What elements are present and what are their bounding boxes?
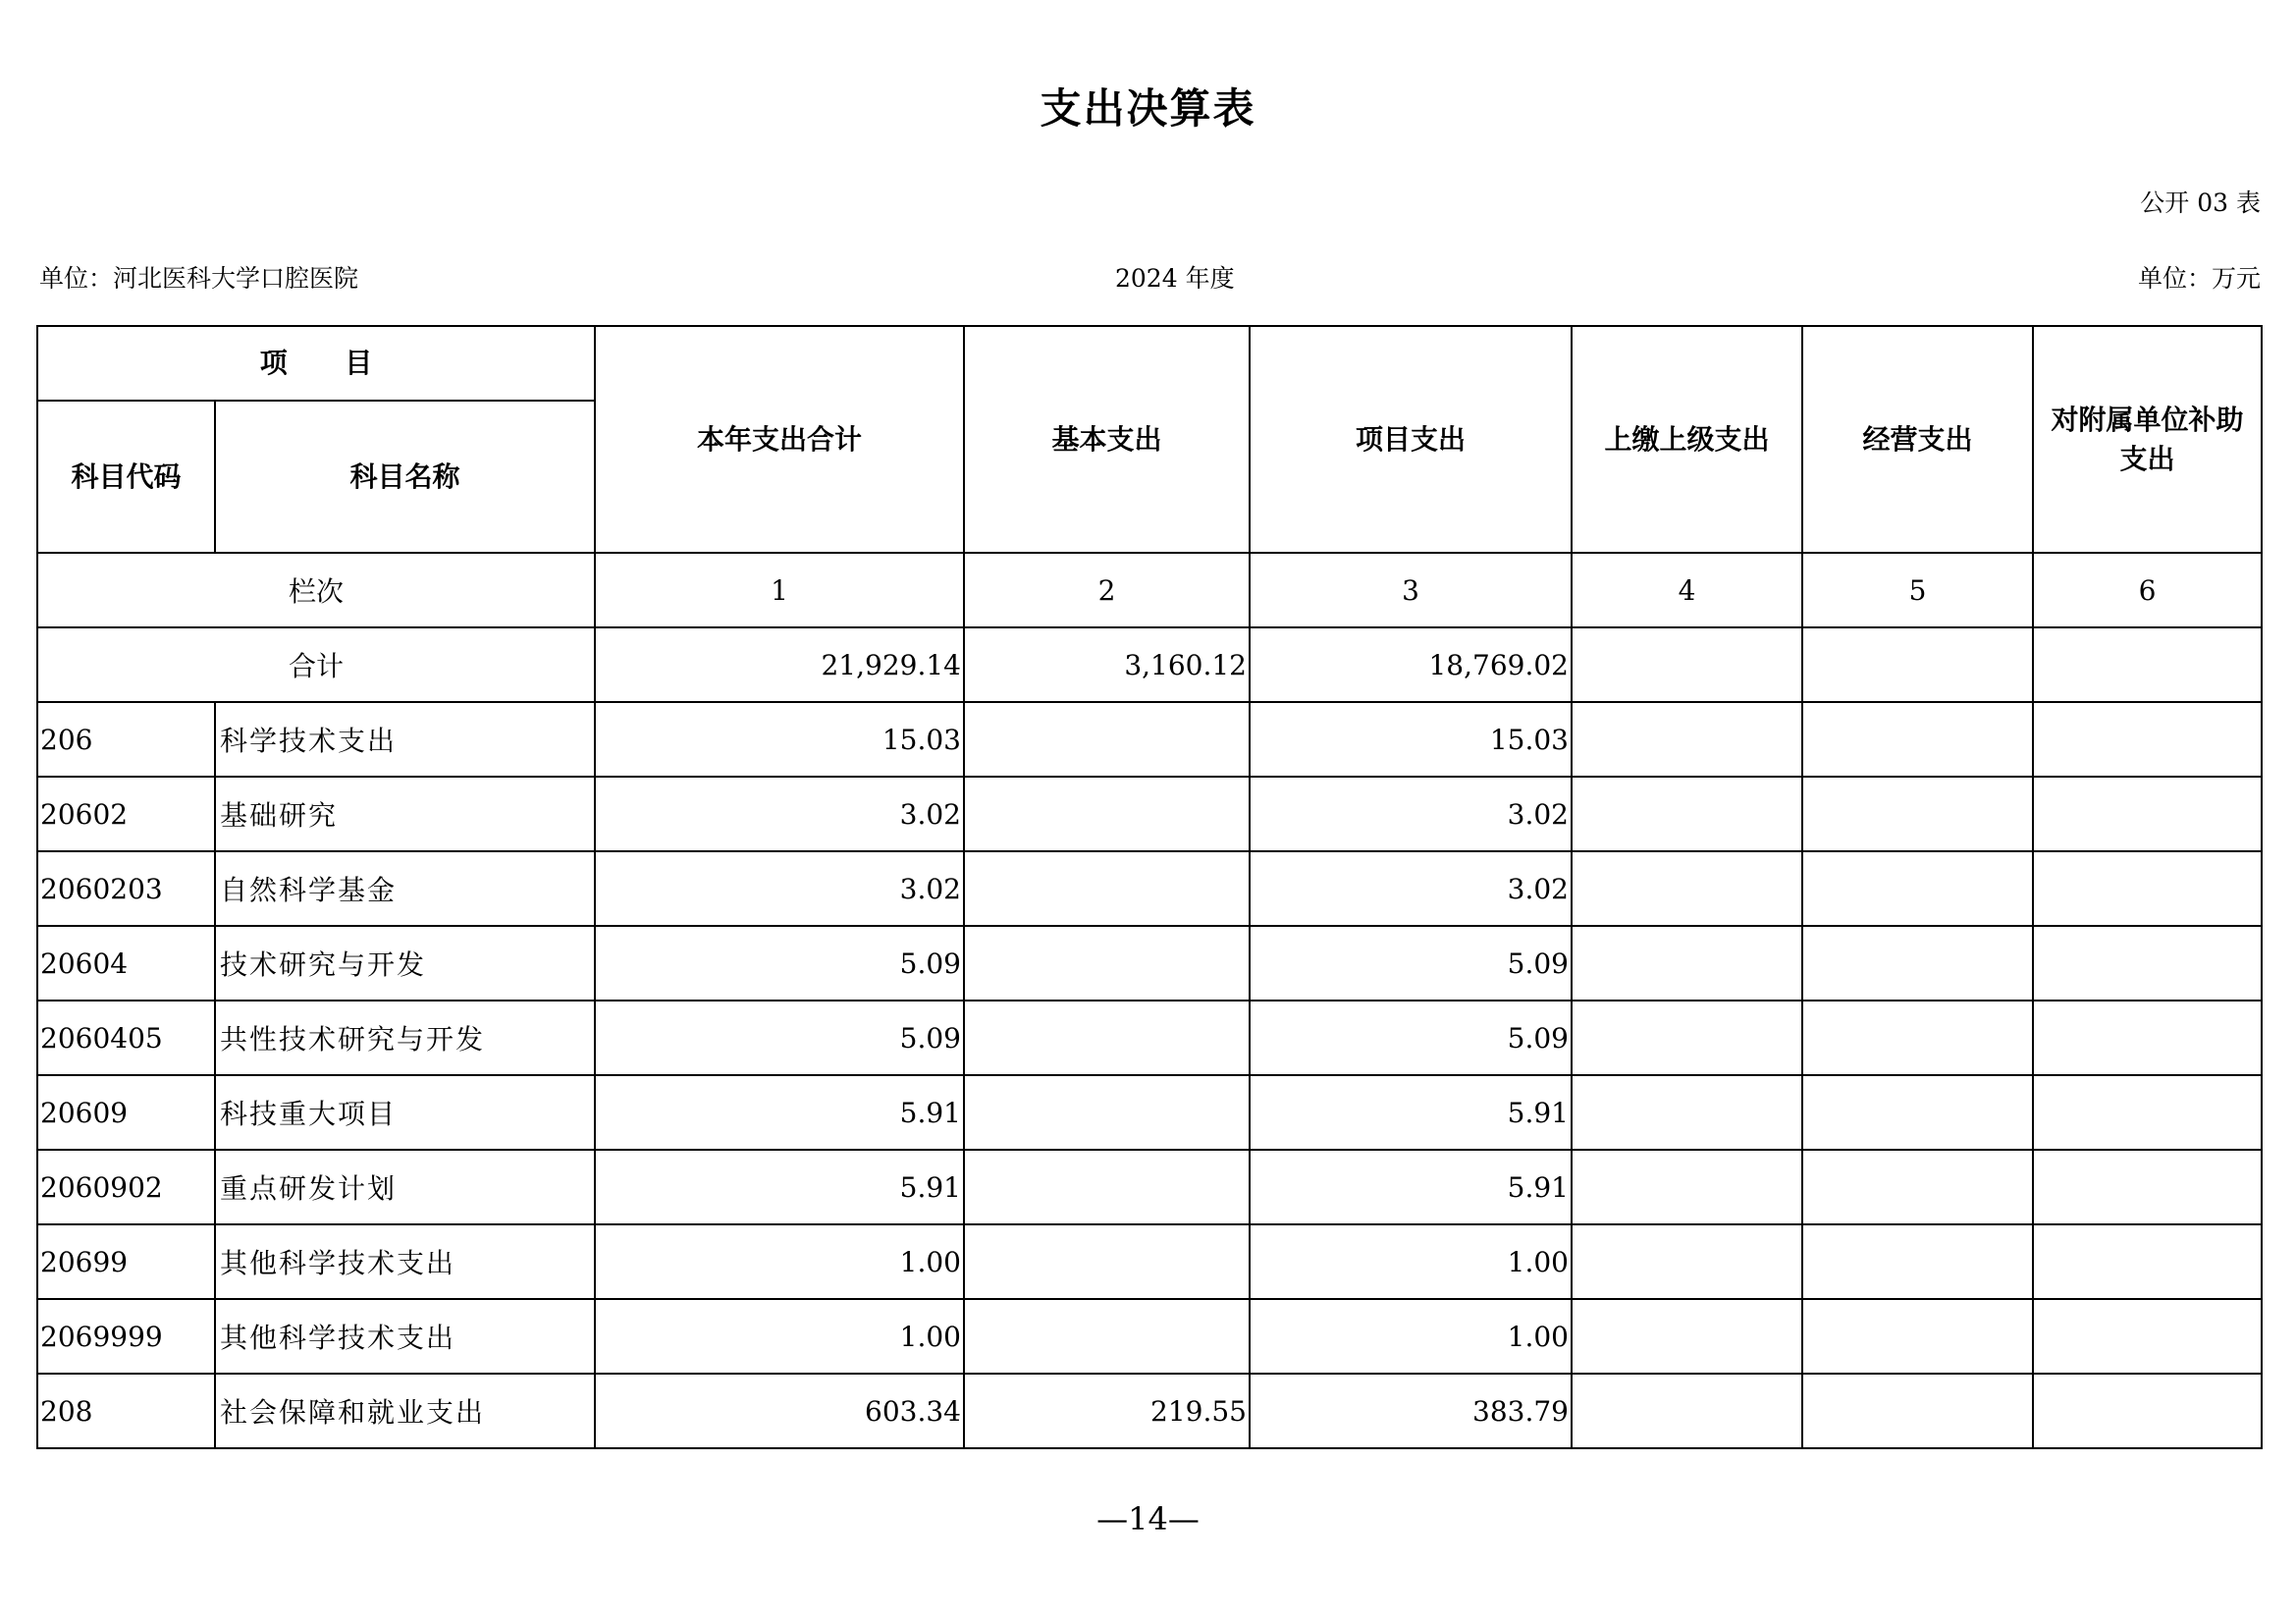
amount-project: 383.79 xyxy=(1250,1374,1572,1448)
form-number: 公开 03 表 xyxy=(2140,189,2261,217)
subject-name: 科技重大项目 xyxy=(215,1075,595,1150)
column-index: 5 xyxy=(1802,553,2033,627)
subject-code: 2060405 xyxy=(37,1001,215,1075)
table-row xyxy=(37,1075,2262,1150)
amount-business xyxy=(1802,851,2033,926)
amount-total: 5.09 xyxy=(595,926,964,1001)
column-index-row xyxy=(37,553,2262,627)
subject-name: 科学技术支出 xyxy=(215,702,595,777)
amount-basic xyxy=(964,851,1250,926)
organization-unit: 单位：河北医科大学口腔医院 xyxy=(39,264,359,293)
amount-business xyxy=(1802,926,2033,1001)
amount-subsidy xyxy=(2033,851,2262,926)
amount-business xyxy=(1802,1224,2033,1299)
page-title: 支出决算表 xyxy=(1040,84,1256,133)
column-index-label: 栏次 xyxy=(37,553,595,627)
amount-subsidy xyxy=(2033,1075,2262,1150)
subject-name: 社会保障和就业支出 xyxy=(215,1374,595,1448)
amount-basic: 219.55 xyxy=(964,1374,1250,1448)
amount-total: 3.02 xyxy=(595,777,964,851)
total-business xyxy=(1802,627,2033,702)
amount-project: 5.09 xyxy=(1250,1001,1572,1075)
subject-name: 其他科学技术支出 xyxy=(215,1224,595,1299)
amount-business xyxy=(1802,1150,2033,1224)
amount-upper xyxy=(1572,1075,1802,1150)
amount-business xyxy=(1802,1299,2033,1374)
header-item: 项 目 xyxy=(37,326,595,401)
subject-code: 20699 xyxy=(37,1224,215,1299)
amount-total: 603.34 xyxy=(595,1374,964,1448)
table-row xyxy=(37,926,2262,1001)
amount-project: 1.00 xyxy=(1250,1224,1572,1299)
subject-code: 20602 xyxy=(37,777,215,851)
table-row xyxy=(37,1299,2262,1374)
header-project: 项目支出 xyxy=(1250,326,1572,553)
total-label: 合计 xyxy=(37,627,595,702)
amount-business xyxy=(1802,1001,2033,1075)
amount-project: 1.00 xyxy=(1250,1299,1572,1374)
header-code: 科目代码 xyxy=(37,401,215,553)
table-row xyxy=(37,777,2262,851)
header-basic: 基本支出 xyxy=(964,326,1250,553)
amount-upper xyxy=(1572,851,1802,926)
page-number: —14— xyxy=(1096,1500,1200,1538)
total-upper xyxy=(1572,627,1802,702)
header-total: 本年支出合计 xyxy=(595,326,964,553)
amount-business xyxy=(1802,777,2033,851)
amount-total: 5.09 xyxy=(595,1001,964,1075)
amount-basic xyxy=(964,777,1250,851)
header-business: 经营支出 xyxy=(1802,326,2033,553)
amount-basic xyxy=(964,926,1250,1001)
table-row xyxy=(37,1374,2262,1448)
amount-total: 1.00 xyxy=(595,1299,964,1374)
amount-project: 3.02 xyxy=(1250,851,1572,926)
table-row xyxy=(37,1001,2262,1075)
header-upper: 上缴上级支出 xyxy=(1572,326,1802,553)
column-index: 2 xyxy=(964,553,1250,627)
amount-subsidy xyxy=(2033,1299,2262,1374)
header-name: 科目名称 xyxy=(215,401,595,553)
amount-total: 5.91 xyxy=(595,1075,964,1150)
subject-code: 206 xyxy=(37,702,215,777)
amount-basic xyxy=(964,1224,1250,1299)
amount-upper xyxy=(1572,1374,1802,1448)
subject-code: 208 xyxy=(37,1374,215,1448)
total-row xyxy=(37,627,2262,702)
column-index: 6 xyxy=(2033,553,2262,627)
amount-basic xyxy=(964,1299,1250,1374)
amount-subsidy xyxy=(2033,1374,2262,1448)
amount-subsidy xyxy=(2033,702,2262,777)
amount-upper xyxy=(1572,1224,1802,1299)
amount-project: 3.02 xyxy=(1250,777,1572,851)
amount-total: 5.91 xyxy=(595,1150,964,1224)
amount-project: 5.09 xyxy=(1250,926,1572,1001)
amount-total: 15.03 xyxy=(595,702,964,777)
amount-subsidy xyxy=(2033,1150,2262,1224)
currency-unit: 单位：万元 xyxy=(2137,264,2261,293)
subject-name: 重点研发计划 xyxy=(215,1150,595,1224)
amount-project: 5.91 xyxy=(1250,1150,1572,1224)
total-sum: 21,929.14 xyxy=(595,627,964,702)
amount-total: 1.00 xyxy=(595,1224,964,1299)
header-subsidy: 对附属单位补助支出 xyxy=(2033,326,2262,553)
amount-project: 15.03 xyxy=(1250,702,1572,777)
amount-upper xyxy=(1572,1150,1802,1224)
amount-business xyxy=(1802,1075,2033,1150)
subject-name: 自然科学基金 xyxy=(215,851,595,926)
amount-project: 5.91 xyxy=(1250,1075,1572,1150)
subject-code: 2060902 xyxy=(37,1150,215,1224)
subject-code: 2069999 xyxy=(37,1299,215,1374)
subject-name: 共性技术研究与开发 xyxy=(215,1001,595,1075)
subject-name: 其他科学技术支出 xyxy=(215,1299,595,1374)
amount-subsidy xyxy=(2033,777,2262,851)
table-row xyxy=(37,1224,2262,1299)
total-subsidy xyxy=(2033,627,2262,702)
subject-code: 20609 xyxy=(37,1075,215,1150)
table-row xyxy=(37,702,2262,777)
fiscal-year: 2024 年度 xyxy=(1115,264,1235,293)
subject-name: 技术研究与开发 xyxy=(215,926,595,1001)
amount-subsidy xyxy=(2033,1224,2262,1299)
column-index: 1 xyxy=(595,553,964,627)
amount-basic xyxy=(964,1150,1250,1224)
total-basic: 3,160.12 xyxy=(964,627,1250,702)
amount-upper xyxy=(1572,1001,1802,1075)
total-project: 18,769.02 xyxy=(1250,627,1572,702)
amount-upper xyxy=(1572,926,1802,1001)
amount-business xyxy=(1802,1374,2033,1448)
amount-upper xyxy=(1572,1299,1802,1374)
amount-basic xyxy=(964,1001,1250,1075)
amount-subsidy xyxy=(2033,926,2262,1001)
column-index: 3 xyxy=(1250,553,1572,627)
table-row xyxy=(37,851,2262,926)
amount-upper xyxy=(1572,702,1802,777)
subject-name: 基础研究 xyxy=(215,777,595,851)
table-row xyxy=(37,1150,2262,1224)
amount-basic xyxy=(964,1075,1250,1150)
expenditure-table xyxy=(36,325,2263,1449)
subject-code: 20604 xyxy=(37,926,215,1001)
amount-subsidy xyxy=(2033,1001,2262,1075)
amount-total: 3.02 xyxy=(595,851,964,926)
amount-basic xyxy=(964,702,1250,777)
subject-code: 2060203 xyxy=(37,851,215,926)
amount-upper xyxy=(1572,777,1802,851)
column-index: 4 xyxy=(1572,553,1802,627)
amount-business xyxy=(1802,702,2033,777)
